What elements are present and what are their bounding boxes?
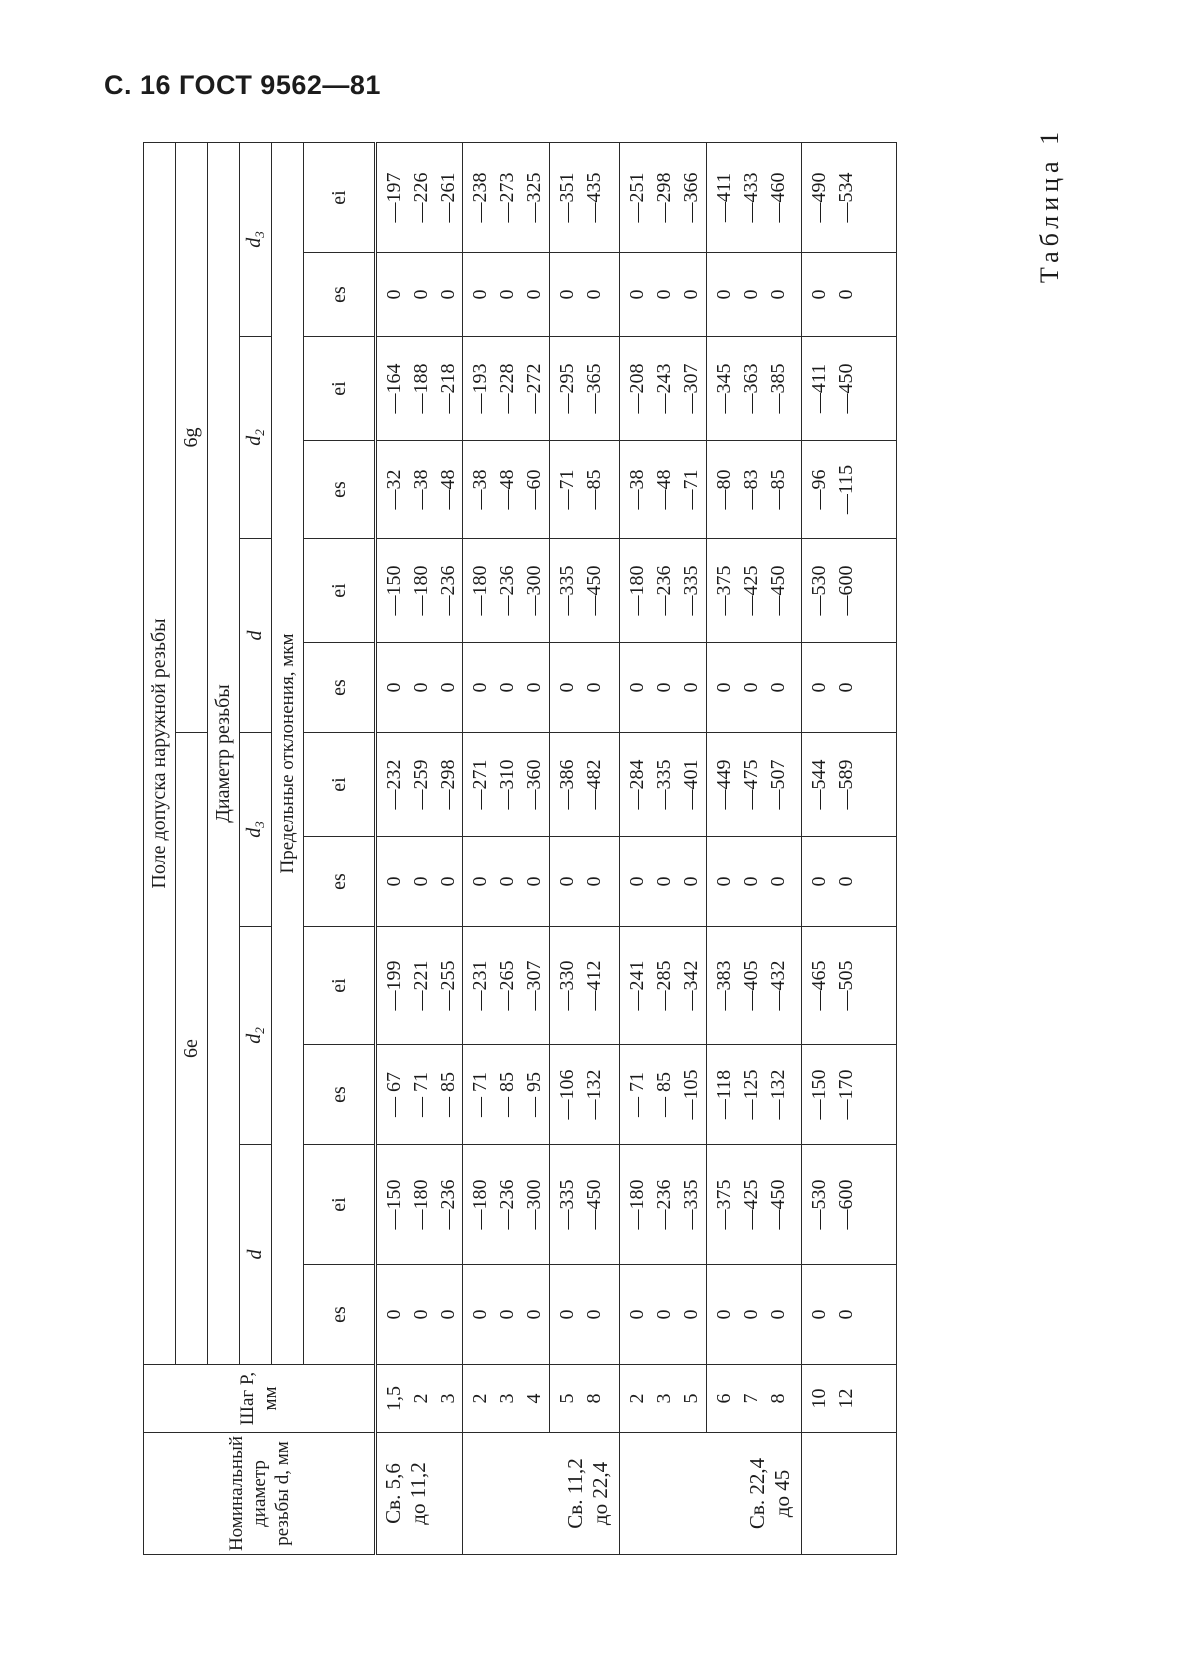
g-d2-header — [240, 337, 272, 539]
value-cell — [376, 1045, 463, 1145]
value-cell — [376, 643, 463, 733]
value-cell — [620, 539, 707, 643]
values: —411 —433 —460 — [713, 172, 789, 223]
values: 0 0 — [808, 289, 857, 300]
value-cell — [463, 837, 550, 927]
value-cell — [376, 1145, 463, 1265]
values: —150 —180 —236 — [383, 1179, 459, 1230]
col-e-d2-ei: ei — [304, 927, 376, 1045]
nominal-range-1-text: Св. 5,6 до 11,2 — [381, 1462, 430, 1525]
value-cell — [463, 539, 550, 643]
value-cell — [620, 927, 707, 1045]
value-cell — [376, 337, 463, 441]
value-cell — [550, 1265, 620, 1365]
value-cell — [376, 733, 463, 837]
nominal-diameter-header-text: Номинальный диаметр резьбы d, мм — [225, 1435, 293, 1552]
col-e-d-ei: ei — [304, 1145, 376, 1265]
field-6g-header: 6g — [176, 143, 208, 733]
value-cell — [550, 441, 620, 539]
values: 0 0 0 — [713, 1309, 789, 1320]
values: 0 0 0 — [626, 1309, 702, 1320]
values: —231 —265 —307 — [469, 960, 545, 1011]
value-cell — [802, 1045, 897, 1145]
values: —71 —85 — [556, 469, 605, 510]
value-cell — [802, 337, 897, 441]
value-cell — [463, 643, 550, 733]
table-row — [802, 143, 897, 1555]
field-6e-header: 6e — [176, 733, 208, 1365]
value-cell — [707, 837, 802, 927]
values: —251 —298 —366 — [626, 172, 702, 223]
values: 0 0 0 — [383, 876, 459, 887]
step-cell — [802, 1365, 897, 1433]
values: —530 —600 — [808, 565, 857, 616]
e-d-header: d — [240, 1145, 272, 1365]
table-row — [550, 143, 620, 1555]
values: 0 0 0 — [713, 682, 789, 693]
g-d2-letter: d — [243, 435, 266, 446]
e-d2-sub: 2 — [252, 1027, 268, 1034]
values: —295 —365 — [556, 363, 605, 414]
table-row — [620, 143, 707, 1555]
values: 0 0 — [808, 1309, 857, 1320]
limit-deviations-header: Предельные отклонения, мкм — [272, 143, 304, 1365]
values: —180 —236 —300 — [469, 565, 545, 616]
value-cell — [550, 253, 620, 337]
values: 0 0 0 — [713, 289, 789, 300]
values: 0 0 0 — [626, 682, 702, 693]
table-row — [463, 143, 550, 1555]
step-cell — [550, 1365, 620, 1433]
values: —530 —600 — [808, 1179, 857, 1230]
values: —386 —482 — [556, 759, 605, 810]
values: —238 —273 —325 — [469, 172, 545, 223]
nominal-range-6 — [802, 1433, 897, 1555]
e-d3-header — [240, 733, 272, 927]
values: —106 —132 — [556, 1069, 605, 1120]
values: —208 —243 —307 — [626, 363, 702, 414]
value-cell — [802, 643, 897, 733]
values: — 67 — 71 — 85 — [383, 1072, 459, 1117]
value-cell — [802, 1265, 897, 1365]
step-header-text: Шаг P, мм — [237, 1371, 281, 1426]
value-cell — [463, 1045, 550, 1145]
values: 0 0 0 — [469, 1309, 545, 1320]
value-cell — [550, 337, 620, 441]
value-cell — [463, 1145, 550, 1265]
values: —335 —450 — [556, 1179, 605, 1230]
value-cell — [550, 143, 620, 253]
col-g-d3-es: es — [304, 253, 376, 337]
e-d2-letter: d — [243, 1033, 266, 1044]
values: 0 0 0 — [626, 289, 702, 300]
step-cell — [707, 1365, 802, 1433]
table-row — [376, 143, 463, 1555]
step-cell — [463, 1365, 550, 1433]
values: —80 —83 —85 — [713, 469, 789, 510]
value-cell — [707, 1145, 802, 1265]
value-cell — [620, 733, 707, 837]
values: —284 —335 —401 — [626, 759, 702, 810]
values: —544 —589 — [808, 759, 857, 810]
values: —150 —180 —236 — [383, 565, 459, 616]
step-values: 10 12 — [808, 1388, 857, 1409]
values: —330 —412 — [556, 960, 605, 1011]
value-cell — [802, 143, 897, 253]
values: 0 0 0 — [469, 682, 545, 693]
g-d-header: d — [240, 539, 272, 733]
value-cell — [463, 733, 550, 837]
values: 0 0 0 — [383, 289, 459, 300]
values: — 71 — 85 —105 — [626, 1069, 702, 1120]
nominal-range-1 — [376, 1433, 463, 1555]
step-cell — [376, 1365, 463, 1433]
value-cell — [376, 253, 463, 337]
value-cell — [550, 837, 620, 927]
value-cell — [802, 1145, 897, 1265]
step-values: 1,5 2 3 — [383, 1386, 459, 1411]
tolerance-table — [143, 142, 897, 1555]
values: 0 0 — [556, 289, 605, 300]
values: —180 —236 —335 — [626, 565, 702, 616]
values: —411 —450 — [808, 363, 857, 414]
value-cell — [550, 1145, 620, 1265]
values: —199 —221 —255 — [383, 960, 459, 1011]
value-cell — [376, 837, 463, 927]
step-values: 6 7 8 — [713, 1393, 789, 1404]
value-cell — [707, 643, 802, 733]
value-cell — [550, 539, 620, 643]
values: —193 —228 —272 — [469, 363, 545, 414]
value-cell — [550, 643, 620, 733]
value-cell — [376, 927, 463, 1045]
value-cell — [620, 643, 707, 733]
values: —197 —226 —261 — [383, 172, 459, 223]
nominal-range-4-text: Св. 22,4 до 45 — [745, 1457, 794, 1530]
col-g-d2-es: es — [304, 441, 376, 539]
value-cell — [463, 441, 550, 539]
value-cell — [707, 143, 802, 253]
g-d3-sub: 3 — [252, 231, 268, 238]
value-cell — [802, 733, 897, 837]
col-g-d2-ei: ei — [304, 337, 376, 441]
values: —32 —38 —48 — [383, 469, 459, 510]
table-caption: Таблица 1 — [1035, 126, 1064, 284]
col-e-d3-ei: ei — [304, 733, 376, 837]
e-d2-header — [240, 927, 272, 1145]
value-cell — [620, 1265, 707, 1365]
value-cell — [620, 1045, 707, 1145]
col-e-d2-es: es — [304, 1045, 376, 1145]
value-cell — [802, 441, 897, 539]
value-cell — [707, 733, 802, 837]
value-cell — [802, 253, 897, 337]
values: 0 0 0 — [469, 876, 545, 887]
value-cell — [802, 539, 897, 643]
values: 0 0 0 — [383, 682, 459, 693]
values: 0 0 0 — [626, 876, 702, 887]
value-cell — [463, 253, 550, 337]
values: 0 0 0 — [713, 876, 789, 887]
tolerance-field-header: Поле допуска наружной резьбы — [144, 143, 176, 1365]
values: —351 —435 — [556, 172, 605, 223]
value-cell — [376, 1265, 463, 1365]
value-cell — [376, 143, 463, 253]
value-cell — [620, 1145, 707, 1265]
value-cell — [463, 1265, 550, 1365]
values: —375 —425 —450 — [713, 1179, 789, 1230]
col-g-d-es: es — [304, 643, 376, 733]
values: 0 0 — [808, 876, 857, 887]
value-cell — [463, 927, 550, 1045]
nominal-diameter-header — [144, 1433, 376, 1555]
value-cell — [463, 143, 550, 253]
values: —465 —505 — [808, 960, 857, 1011]
page-header: С. 16 ГОСТ 9562—81 — [104, 70, 381, 100]
value-cell — [707, 1045, 802, 1145]
g-d3-header — [240, 143, 272, 337]
value-cell — [620, 837, 707, 927]
value-cell — [707, 253, 802, 337]
thread-diameter-header: Диаметр резьбы — [208, 143, 240, 1365]
nominal-range-2 — [463, 1433, 620, 1555]
values: —96 —115 — [808, 464, 857, 515]
value-cell — [376, 539, 463, 643]
col-g-d3-ei: ei — [304, 143, 376, 253]
values: 0 0 — [556, 682, 605, 693]
value-cell — [707, 441, 802, 539]
g-d2-sub: 2 — [252, 429, 268, 436]
value-cell — [707, 927, 802, 1045]
values: 0 0 0 — [469, 289, 545, 300]
values: —345 —363 —385 — [713, 363, 789, 414]
value-cell — [550, 733, 620, 837]
values: —449 —475 —507 — [713, 759, 789, 810]
values: —490 —534 — [808, 172, 857, 223]
value-cell — [463, 337, 550, 441]
value-cell — [802, 927, 897, 1045]
value-cell — [550, 1045, 620, 1145]
values: —383 —405 —432 — [713, 960, 789, 1011]
nominal-range-4 — [620, 1433, 802, 1555]
values: 0 0 0 — [383, 1309, 459, 1320]
value-cell — [707, 1265, 802, 1365]
value-cell — [620, 441, 707, 539]
g-d3-letter: d — [243, 237, 266, 248]
value-cell — [550, 927, 620, 1045]
value-cell — [707, 337, 802, 441]
e-d3-sub: 3 — [252, 821, 268, 828]
values: 0 0 — [556, 1309, 605, 1320]
value-cell — [707, 539, 802, 643]
value-cell — [802, 837, 897, 927]
col-e-d3-es: es — [304, 837, 376, 927]
values: 0 0 — [808, 682, 857, 693]
values: —150 —170 — [808, 1069, 857, 1120]
table-row — [707, 143, 802, 1555]
value-cell — [376, 441, 463, 539]
step-values: 2 3 5 — [626, 1393, 702, 1404]
col-g-d-ei: ei — [304, 539, 376, 643]
values: — 71 — 85 — 95 — [469, 1072, 545, 1117]
values: —180 —236 —300 — [469, 1179, 545, 1230]
nominal-range-2-text: Св. 11,2 до 22,4 — [563, 1458, 612, 1529]
step-values: 2 3 4 — [469, 1393, 545, 1404]
values: —118 —125 —132 — [713, 1069, 789, 1120]
values: —271 —310 —360 — [469, 759, 545, 810]
step-values: 5 8 — [556, 1393, 605, 1404]
step-cell — [620, 1365, 707, 1433]
values: —38 —48 —60 — [469, 469, 545, 510]
value-cell — [620, 143, 707, 253]
values: —38 —48 —71 — [626, 469, 702, 510]
values: —335 —450 — [556, 565, 605, 616]
values: —180 —236 —335 — [626, 1179, 702, 1230]
values: —241 —285 —342 — [626, 960, 702, 1011]
values: 0 0 — [556, 876, 605, 887]
value-cell — [620, 253, 707, 337]
values: —164 —188 —218 — [383, 363, 459, 414]
values: —232 —259 —298 — [383, 759, 459, 810]
table-rotated-container — [143, 143, 895, 1555]
col-e-d-es: es — [304, 1265, 376, 1365]
values: —375 —425 —450 — [713, 565, 789, 616]
e-d3-letter: d — [243, 827, 266, 838]
value-cell — [620, 337, 707, 441]
step-header — [144, 1365, 376, 1433]
